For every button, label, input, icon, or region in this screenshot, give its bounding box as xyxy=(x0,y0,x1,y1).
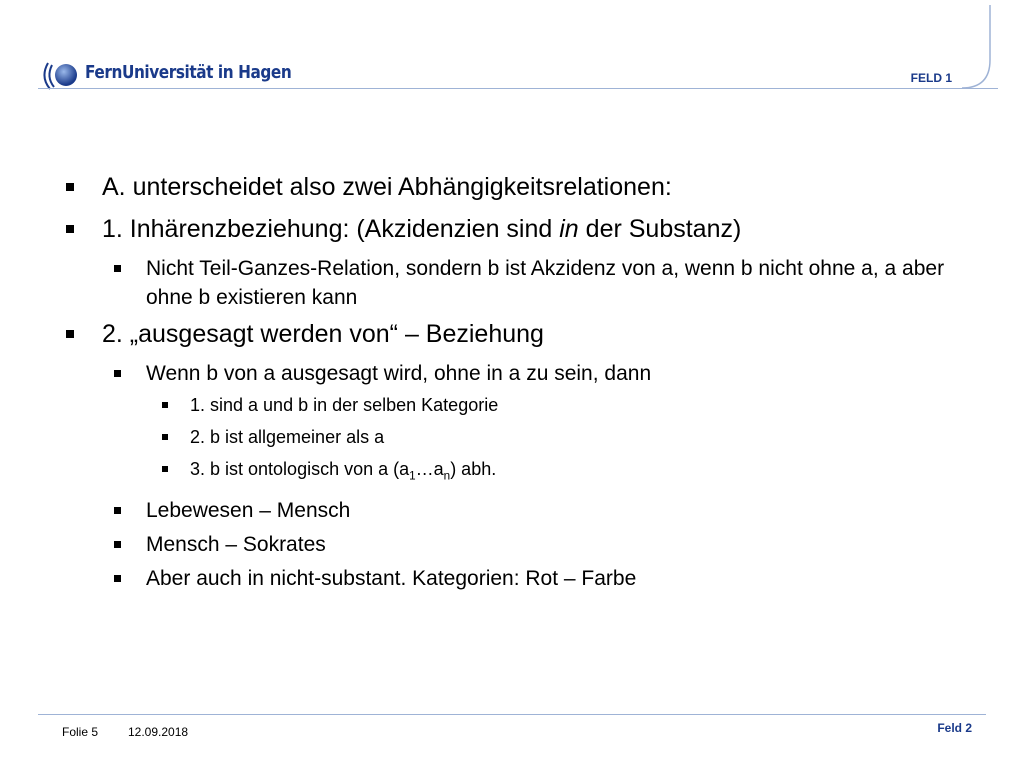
sub-bullet-item xyxy=(110,530,962,559)
square-bullet-icon xyxy=(66,183,74,191)
square-bullet-icon xyxy=(114,265,121,272)
square-bullet-icon xyxy=(162,402,168,408)
footer-label: Feld 2 xyxy=(937,721,972,735)
square-bullet-icon xyxy=(114,370,121,377)
logo-text: FernUniversität in Hagen xyxy=(85,62,292,83)
square-bullet-icon xyxy=(162,466,168,472)
square-bullet-icon xyxy=(114,541,121,548)
sub-bullet-item xyxy=(110,496,962,525)
header-divider xyxy=(38,88,998,89)
bullet-text: Mensch – Sokrates xyxy=(146,532,326,556)
sub-sub-bullet-item xyxy=(162,393,962,418)
bullet-text: 2. b ist allgemeiner als a xyxy=(190,427,385,447)
emphasis-text: in xyxy=(559,215,579,243)
square-bullet-icon xyxy=(66,225,74,233)
sub-bullet-item xyxy=(110,254,962,312)
bullet-text: 1. sind a und b in der selben Kategorie xyxy=(190,395,499,415)
bullet-text: 1. Inhärenzbeziehung: (Akzidenzien sind in der Substanz) xyxy=(102,215,742,243)
footer-divider xyxy=(38,714,986,715)
square-bullet-icon xyxy=(162,434,168,440)
bullet-text: 3. b ist ontologisch von a $(a_1\dots a_n)$ abh. xyxy=(190,459,497,483)
bullet-item xyxy=(62,170,962,204)
bullet-text: Nicht Teil-Ganzes-Relation, sondern b ist Akzidenz von a, wenn b nicht ohne a, a aber ohne b existieren kann xyxy=(146,257,945,309)
bullet-text: 2. „ausgesagt werden von“ – Beziehung xyxy=(102,320,544,348)
slide-content xyxy=(62,170,962,598)
sub-bullet-item xyxy=(110,359,962,388)
bullet-item xyxy=(62,212,962,246)
sub-bullet-item xyxy=(110,564,962,593)
slide-date: 12.09.2018 xyxy=(128,725,189,739)
square-bullet-icon xyxy=(66,330,74,338)
bullet-text: Aber auch in nicht-substant. Kategorien: Rot – Farbe xyxy=(146,566,637,590)
square-bullet-icon xyxy=(114,575,121,582)
logo-emblem-icon xyxy=(42,55,82,95)
bullet-text: Lebewesen – Mensch xyxy=(146,498,351,522)
slide-number: Folie 5 xyxy=(62,725,99,739)
bullet-item xyxy=(62,317,962,351)
header-label: FELD 1 xyxy=(910,71,952,85)
bullet-text: Wenn b von a ausgesagt wird, ohne in a zu sein, dann xyxy=(146,362,652,385)
sub-sub-bullet-item xyxy=(162,425,962,450)
square-bullet-icon xyxy=(114,507,121,514)
bullet-text: A. unterscheidet also zwei Abhängigkeitsrelationen: xyxy=(102,173,672,201)
sub-sub-bullet-item xyxy=(162,457,962,489)
university-logo xyxy=(42,55,292,95)
